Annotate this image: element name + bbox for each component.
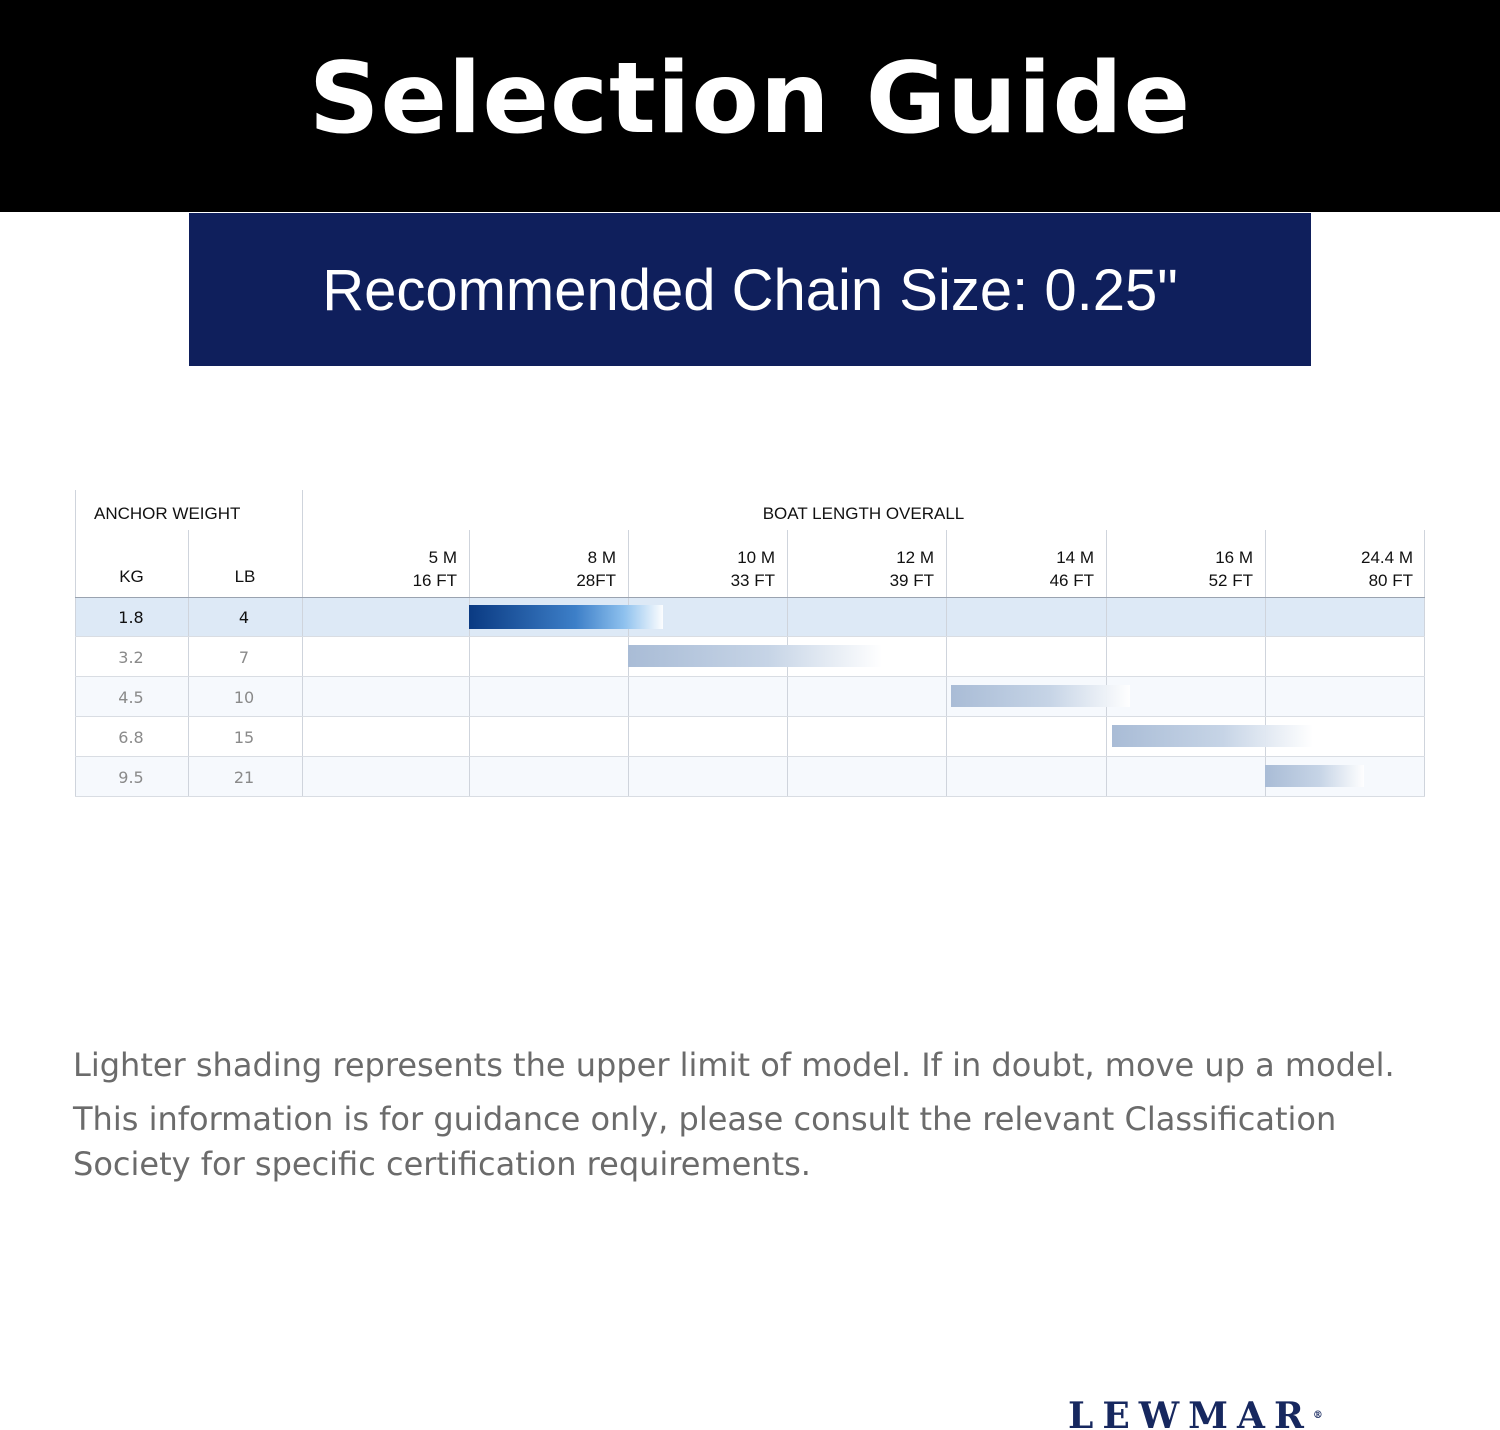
boat-length-header: BOAT LENGTH OVERALL [762, 504, 965, 523]
column-header-ft: 46 FT [1049, 571, 1094, 590]
column-header [1106, 546, 1253, 592]
lewmar-logo [1068, 1395, 1323, 1430]
header-rule [75, 597, 1425, 598]
lb-value: 10 [233, 688, 255, 707]
shading-note: Lighter shading represents the upper limit of model. If in doubt, move up a model. [73, 1046, 1395, 1084]
column-header-m: 14 M [1056, 548, 1094, 567]
lb-value: 4 [238, 608, 250, 627]
registered-mark: ® [1312, 1410, 1323, 1421]
column-header [628, 546, 775, 592]
range-bar [951, 685, 1130, 707]
kg-value: 1.8 [118, 608, 144, 627]
lb-value: 21 [233, 768, 255, 787]
column-header-m: 24.4 M [1361, 548, 1413, 567]
lb-value: 15 [233, 728, 255, 747]
column-header-ft: 80 FT [1368, 571, 1413, 590]
kg-value: 9.5 [118, 768, 144, 787]
selection-table [75, 490, 1425, 796]
table-border-left [75, 490, 76, 797]
row-rule [75, 796, 1425, 797]
range-bar [469, 605, 663, 629]
guidance-note: This information is for guidance only, please consult the relevant Classification Society for specific certification requirements. [73, 1100, 1337, 1183]
column-header-m: 12 M [896, 548, 934, 567]
chain-size-banner [189, 213, 1311, 366]
column-header-m: 16 M [1215, 548, 1253, 567]
column-header-m: 10 M [737, 548, 775, 567]
range-bar [1112, 725, 1313, 747]
row-rule [75, 676, 1425, 677]
column-header [302, 546, 457, 592]
kg-value: 6.8 [118, 728, 144, 747]
anchor-weight-header: ANCHOR WEIGHT [94, 504, 241, 523]
row-rule [75, 636, 1425, 637]
title-banner [0, 0, 1500, 212]
kg-value: 3.2 [118, 648, 144, 667]
column-header [787, 546, 934, 592]
column-header-ft: 52 FT [1208, 571, 1253, 590]
kg-header: KG [119, 567, 144, 586]
logo-text: LEWMAR [1068, 1395, 1313, 1430]
page-title: Selection Guide [308, 42, 1192, 156]
column-header [469, 546, 616, 592]
row-rule [75, 716, 1425, 717]
column-header-ft: 39 FT [889, 571, 934, 590]
column-header-m: 5 M [428, 548, 457, 567]
lb-header: LB [234, 567, 256, 586]
column-header [946, 546, 1094, 592]
column-header-ft: 33 FT [730, 571, 775, 590]
column-header-ft: 28FT [576, 571, 616, 590]
chain-size-label: Recommended Chain Size: 0.25" [322, 258, 1178, 323]
range-bar [628, 645, 882, 667]
column-header-ft: 16 FT [412, 571, 457, 590]
column-header [1265, 546, 1413, 592]
range-bar [1265, 765, 1364, 787]
column-header-m: 8 M [587, 548, 616, 567]
row-rule [75, 756, 1425, 757]
kg-value: 4.5 [118, 688, 144, 707]
table-divider-weight-length [302, 490, 303, 797]
lb-value: 7 [238, 648, 250, 667]
